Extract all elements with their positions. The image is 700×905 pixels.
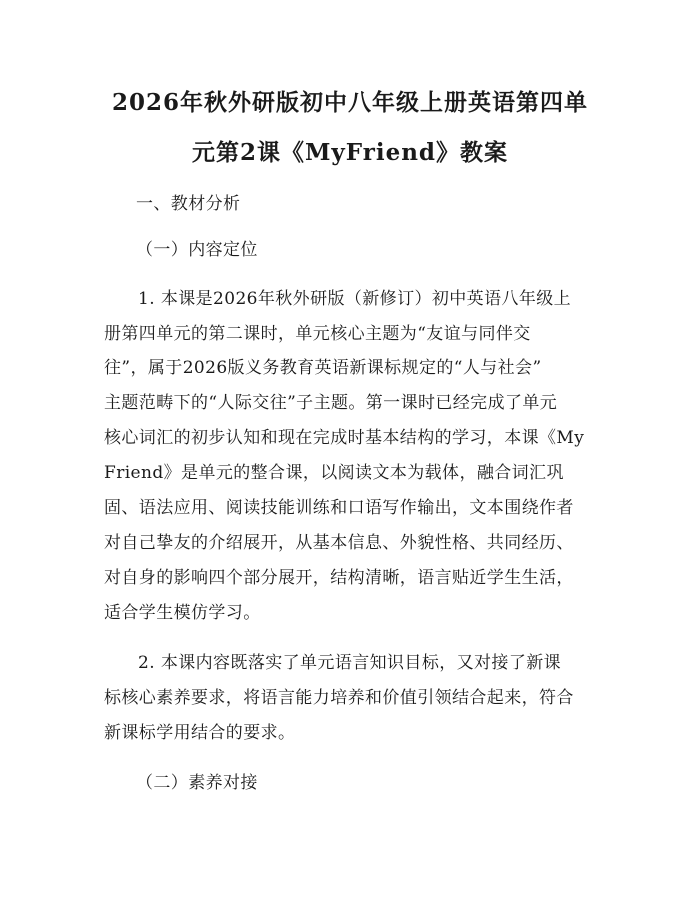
document-title-line-2: 元第2课《MyFriend》教案 [191, 139, 509, 166]
paragraph-1-line: 主题范畴下的“人际交往”子主题。第一课时已经完成了单元 [104, 393, 558, 413]
document-title-line-1: 2026年秋外研版初中八年级上册英语第四单 [111, 89, 588, 116]
paragraph-1-line: 核心词汇的初步认知和现在完成时基本结构的学习，本课《My [104, 428, 585, 448]
subsection-heading-content-positioning: （一）内容定位 [136, 240, 258, 260]
paragraph-1-line: 固、语法应用、阅读技能训练和口语写作输出，文本围绕作者 [104, 498, 574, 518]
paragraph-2-line: 标核心素养要求，将语言能力培养和价值引领结合起来，符合 [104, 688, 574, 708]
paragraph-1-line: Friend》是单元的整合课，以阅读文本为载体，融合词汇巩 [104, 463, 564, 483]
paragraph-1-line: 对自己挚友的介绍展开，从基本信息、外貌性格、共同经历、 [104, 533, 574, 553]
paragraph-1-line: 1. 本课是2026年秋外研版（新修订）初中英语八年级上 [138, 289, 572, 309]
paragraph-1-line: 册第四单元的第二课时，单元核心主题为“友谊与同伴交 [104, 324, 531, 344]
paragraph-1-line: 对自身的影响四个部分展开，结构清晰，语言贴近学生生活， [104, 568, 574, 588]
section-heading: 一、教材分析 [136, 194, 241, 214]
subsection-heading-competency-alignment: （二）素养对接 [136, 773, 258, 793]
paragraph-2-line: 新课标学用结合的要求。 [104, 723, 296, 743]
paragraph-1-line: 适合学生模仿学习。 [104, 603, 261, 623]
paragraph-1-line: 往”，属于2026版义务教育英语新课标规定的“人与社会” [104, 358, 542, 378]
paragraph-2-line: 2. 本课内容既落实了单元语言知识目标，又对接了新课 [138, 653, 562, 673]
